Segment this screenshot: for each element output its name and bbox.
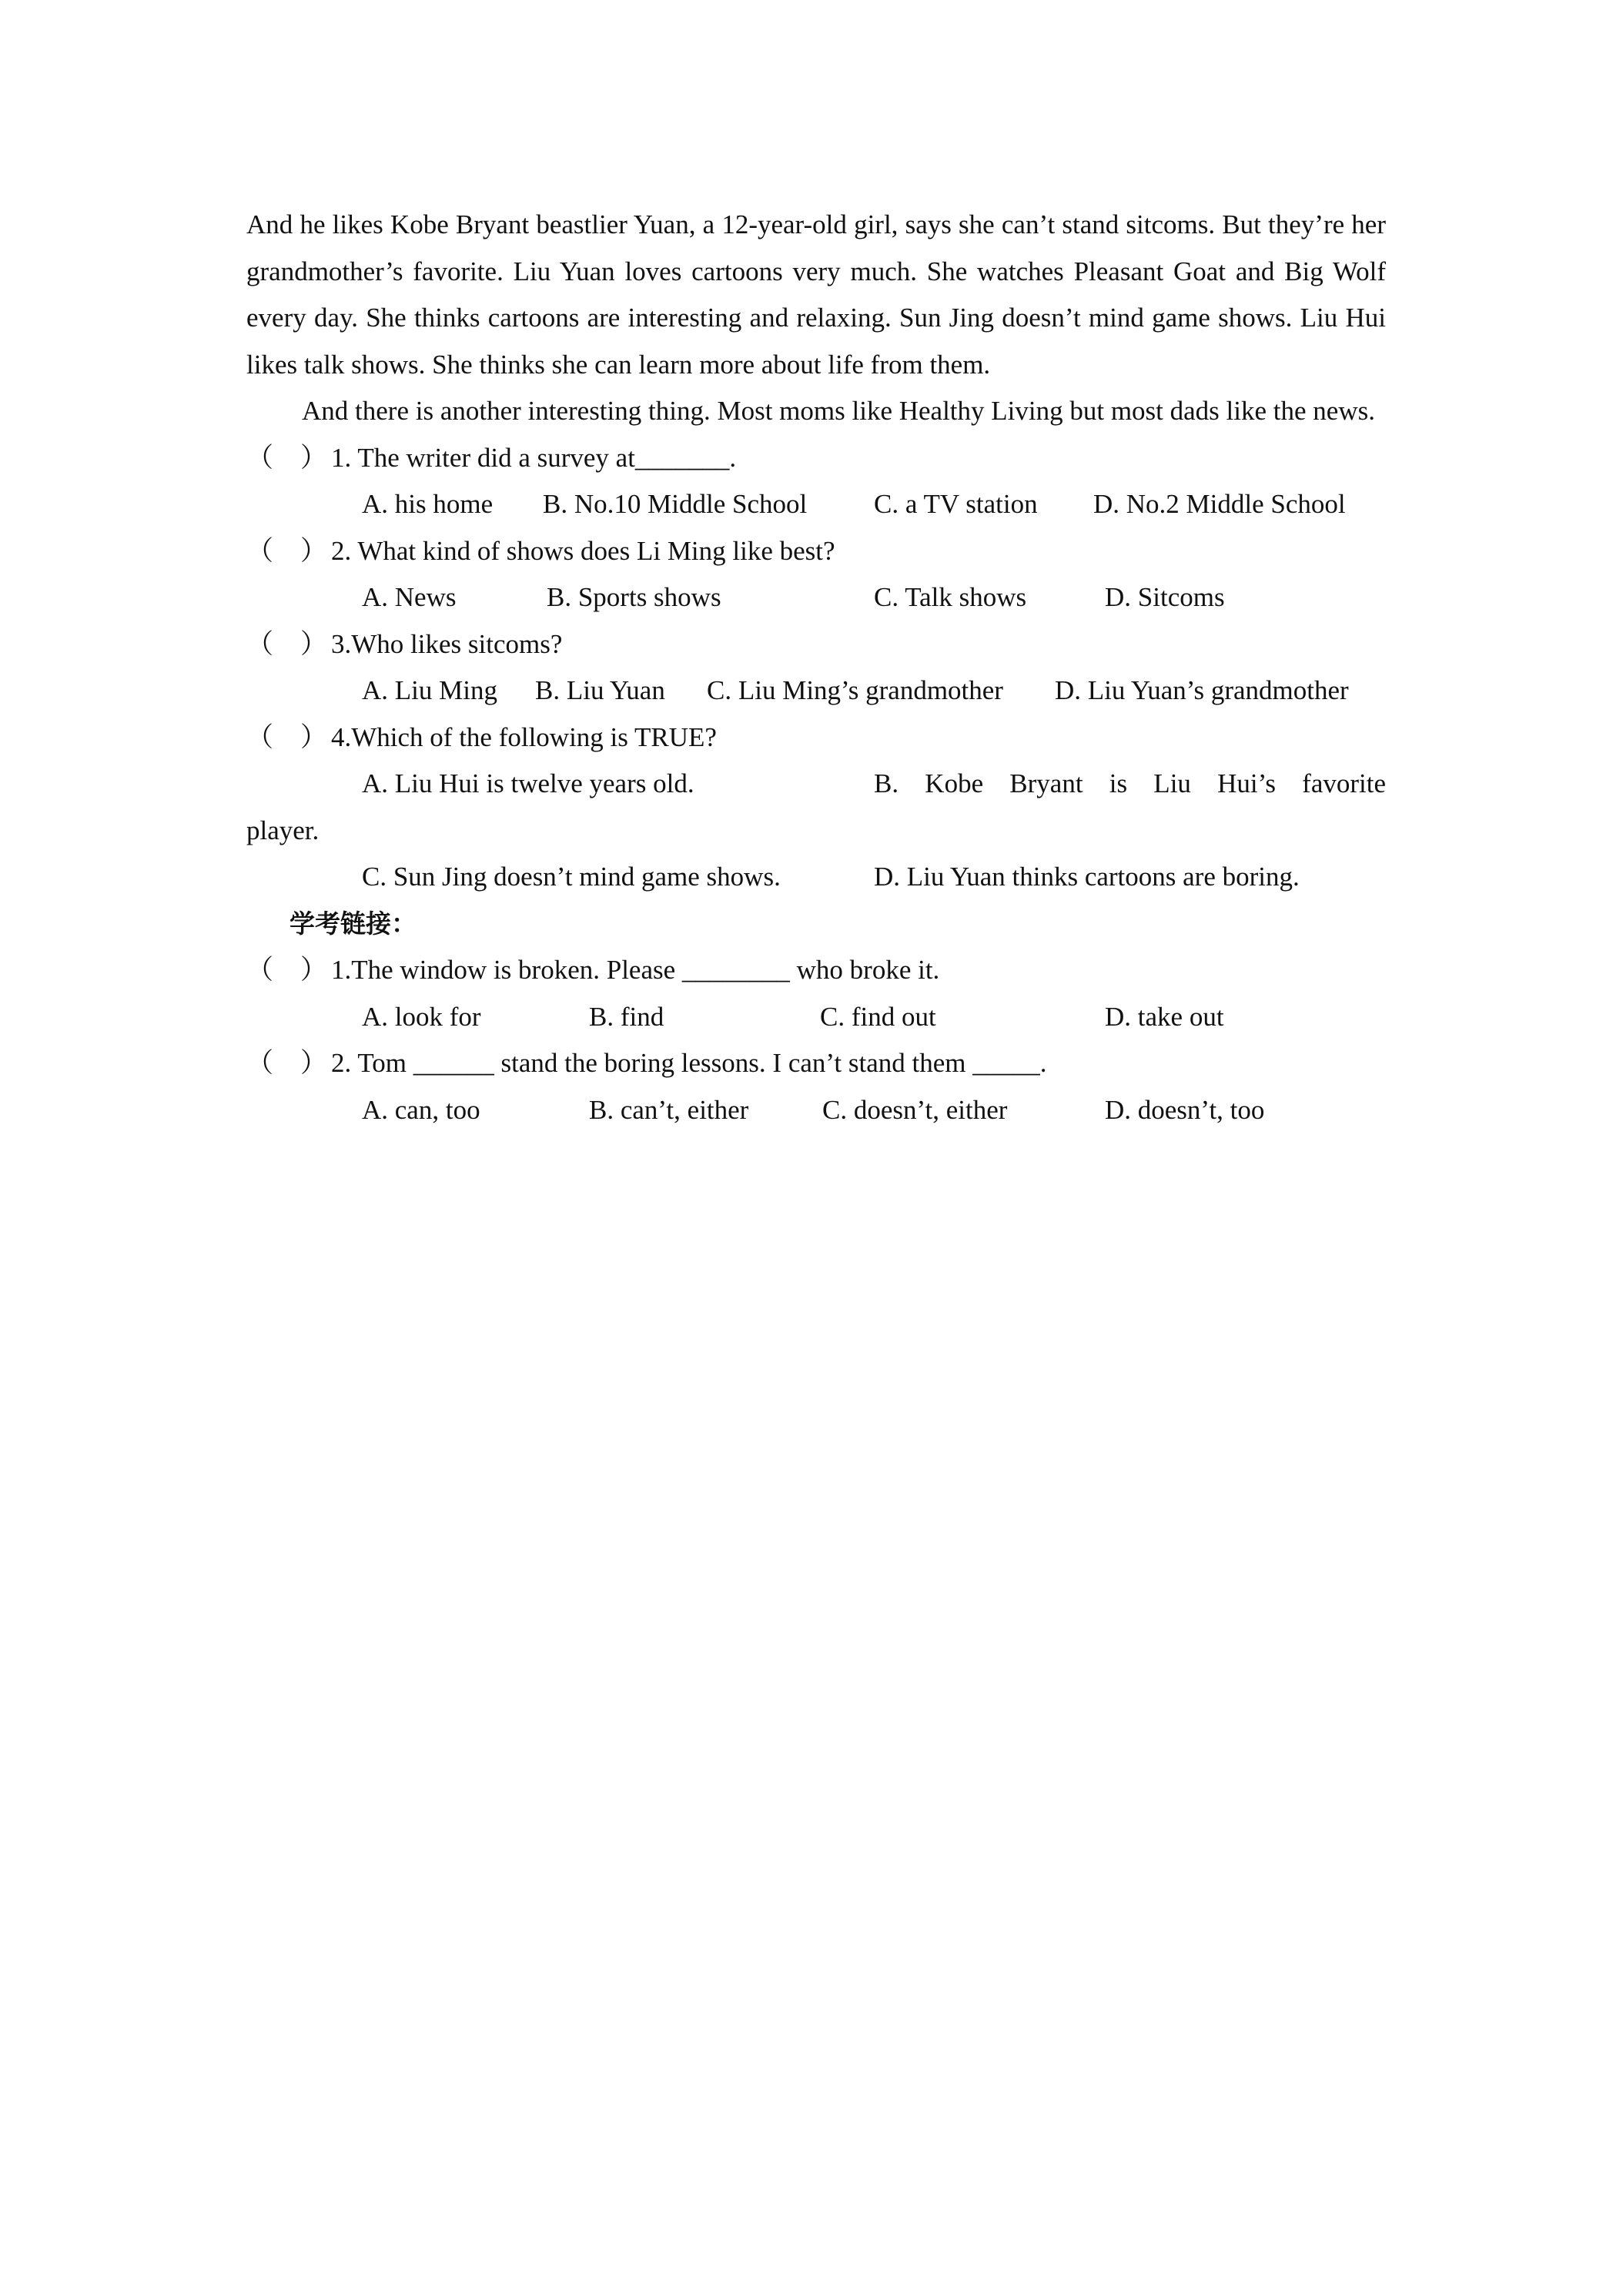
option-c: C. Sun Jing doesn’t mind game shows. (362, 862, 781, 892)
question-4-options-ab (246, 761, 1386, 808)
option-d: D. doesn’t, too (1105, 1094, 1265, 1125)
option-c: C. doesn’t, either (822, 1094, 1008, 1125)
option-b: B. Sports shows (547, 582, 721, 612)
option-a: A. his home (362, 489, 494, 519)
option-a: A. News (362, 582, 457, 612)
section-title: 学考链接： (289, 908, 417, 939)
question-stem: 3.Who likes sitcoms? (331, 628, 563, 659)
option-d: D. Sitcoms (1105, 582, 1225, 612)
question-stem: 2. Tom ______ stand the boring lessons. I can’t stand them _____. (331, 1048, 1047, 1078)
link-question-1 (246, 947, 1386, 994)
option-b: B. can’t, either (589, 1094, 749, 1125)
option-c: C. a TV station (874, 489, 1038, 519)
option-b: B. Liu Yuan (535, 675, 665, 705)
answer-blank: （ ） (246, 535, 328, 566)
question-4 (246, 715, 1386, 761)
option-c: C. Talk shows (874, 582, 1027, 612)
passage-paragraph-1: And he likes Kobe Bryant beastlier Yuan, a 12-year-old girl, says she can’t stand sitcoms. But they’re her grandmother’s favorite. Liu Yuan loves cartoons very much. She watches Pleasant Goat and Big Wolf every day. She thinks cartoons are interesting and relaxing. Sun Jing doesn’t mind game shows. Liu Hui likes talk shows. She thinks she can learn more about life from them. (246, 209, 1386, 380)
option-a: A. Liu Ming (362, 675, 497, 705)
option-b: B. Kobe Bryant is Liu Hui’s favorite (874, 768, 1386, 798)
answer-blank: （ ） (246, 721, 328, 752)
question-1 (246, 435, 1386, 482)
worksheet-content (246, 202, 1386, 1133)
question-1-options (246, 481, 1386, 528)
question-3 (246, 621, 1386, 668)
link-question-2-options (246, 1087, 1386, 1134)
answer-blank: （ ） (246, 442, 328, 473)
question-2-options (246, 574, 1386, 621)
question-stem: 4.Which of the following is TRUE? (331, 721, 717, 752)
option-c: C. Liu Ming’s grandmother (707, 675, 1003, 705)
option-a: A. Liu Hui is twelve years old. (362, 768, 694, 798)
question-stem: 2. What kind of shows does Li Ming like best? (331, 535, 835, 566)
option-d: D. Liu Yuan thinks cartoons are boring. (874, 862, 1300, 892)
question-stem: 1. The writer did a survey at_______. (331, 442, 737, 473)
option-d: D. No.2 Middle School (1093, 489, 1346, 519)
option-d: D. Liu Yuan’s grandmother (1055, 675, 1349, 705)
answer-blank: （ ） (246, 1048, 328, 1078)
question-2 (246, 528, 1386, 575)
option-b: B. find (589, 1001, 664, 1032)
option-c: C. find out (820, 1001, 936, 1032)
option-a: A. look for (362, 1001, 481, 1032)
passage-paragraph-2: And there is another interesting thing. Most moms like Healthy Living but most dads like the news. (302, 396, 1375, 426)
question-3-options (246, 668, 1386, 715)
question-stem: 1.The window is broken. Please ________ who broke it. (331, 955, 940, 985)
answer-blank: （ ） (246, 955, 328, 985)
option-b: B. No.10 Middle School (543, 489, 808, 519)
option-d: D. take out (1105, 1001, 1224, 1032)
option-a: A. can, too (362, 1094, 480, 1125)
question-4-options-cd (246, 854, 1386, 901)
link-question-1-options (246, 994, 1386, 1041)
link-question-2 (246, 1040, 1386, 1087)
answer-blank: （ ） (246, 628, 328, 659)
option-b-continuation: player. (246, 815, 320, 845)
